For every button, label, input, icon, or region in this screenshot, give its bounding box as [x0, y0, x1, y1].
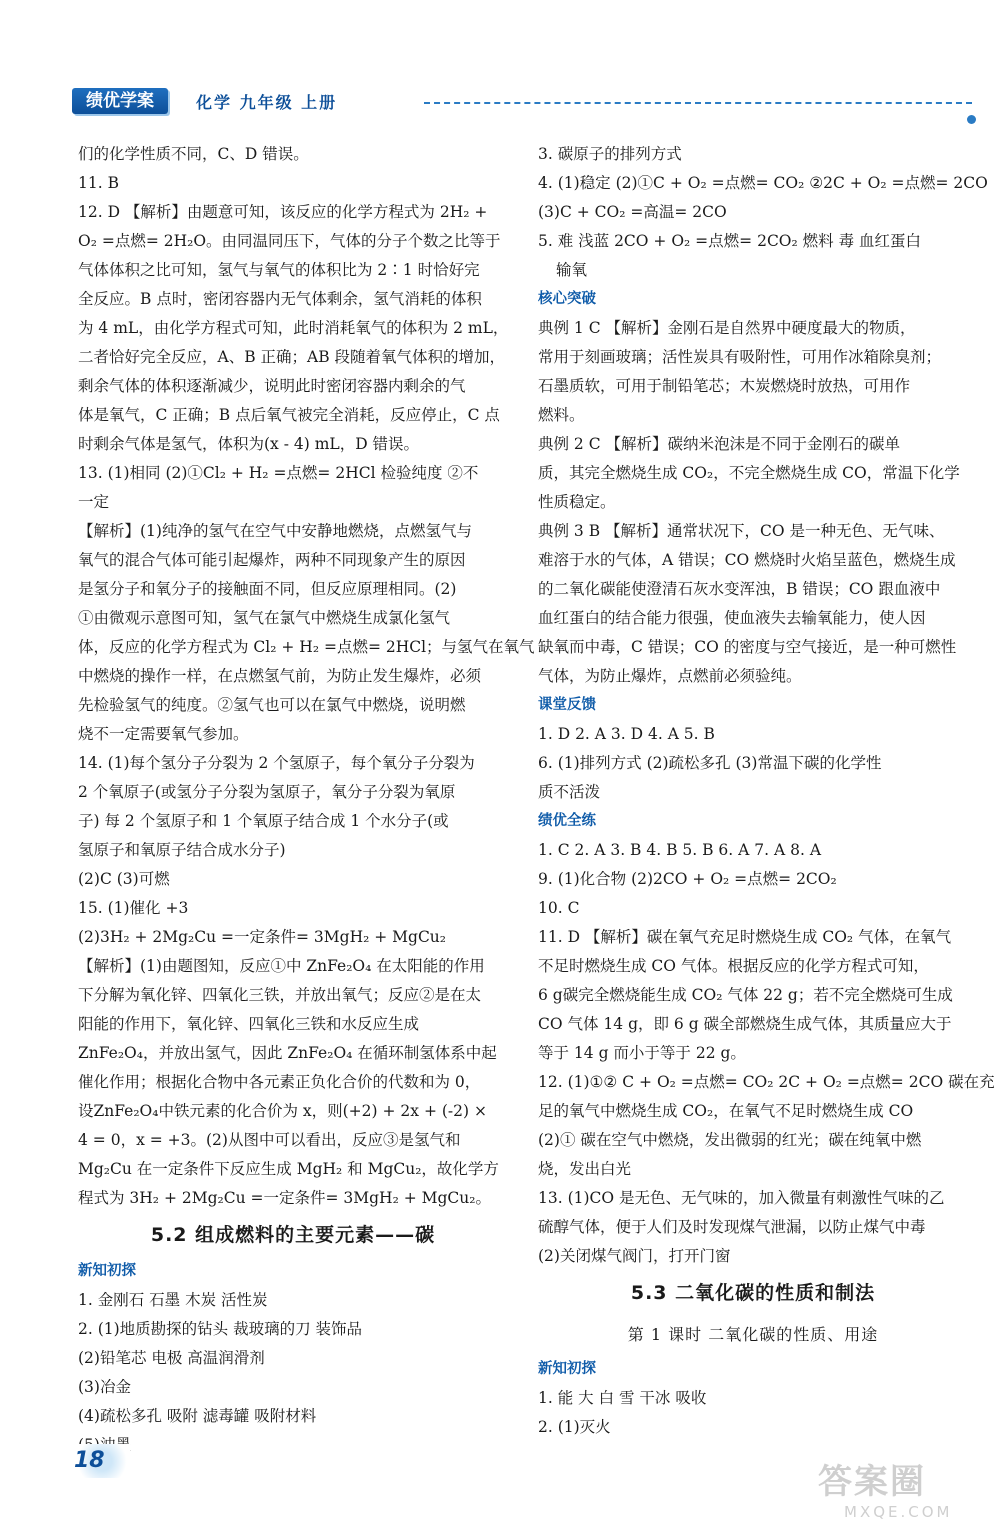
page-header [72, 86, 972, 122]
text-line: 难溶于水的气体，A 错误；CO 燃烧时火焰呈蓝色，燃烧生成 [538, 551, 956, 569]
text-line: 11. B [78, 174, 119, 192]
text-line: 11. D 【解析】碳在氧气充足时燃烧生成 CO₂ 气体，在氧气 [538, 928, 952, 946]
text-line: 气体，为防止爆炸，点燃前必须验纯。 [538, 667, 802, 685]
text-line: 一定 [78, 493, 110, 511]
text-line: 设ZnFe₂O₄中铁元素的化合价为 x，则(+2) + 2x + (-2) × [78, 1102, 487, 1120]
text-line: 体是氧气，C 正确；B 点后氧气被完全消耗，反应停止，C 点 [78, 406, 500, 424]
text-line: 时剩余气体是氢气，体积为(x - 4) mL，D 错误。 [78, 435, 420, 453]
text-line: Mg₂Cu 在一定条件下反应生成 MgH₂ 和 MgCu₂，故化学方 [78, 1160, 499, 1178]
text-line: 阳能的作用下，氧化锌、四氧化三铁和水反应生成 [78, 1015, 420, 1033]
text-line: 烧不一定需要氧气参加。 [78, 725, 249, 743]
text-line: 剩余气体的体积逐渐减少，说明此时密闭容器内剩余的气 [78, 377, 466, 395]
text-line: (3)冶金 [78, 1378, 131, 1396]
text-line: (2)① 碳在空气中燃烧，发出微弱的红光；碳在纯氧中燃 [538, 1131, 922, 1149]
text-line: 烧，发出白光 [538, 1160, 632, 1178]
text-line: 的二氧化碳能使澄清石灰水变浑浊，B 错误；CO 跟血液中 [538, 580, 941, 598]
text-line: 体，反应的化学方程式为 Cl₂ + H₂ =点燃= 2HCl；与氢气在氧气 [78, 638, 535, 656]
text-line: 常用于刻画玻璃；活性炭具有吸附性，可用作冰箱除臭剂； [538, 348, 942, 366]
text-line: 催化作用；根据化合物中各元素正负化合价的代数和为 0， [78, 1073, 481, 1091]
text-line: 是氢分子和氧分子的接触面不同，但反应原理相同。(2) [78, 580, 457, 598]
text-line: 中燃烧的操作一样，在点燃氢气前，为防止发生爆炸，必须 [78, 667, 482, 685]
book-subtitle: 化学 九年级 上册 [196, 93, 338, 112]
text-line: 气体体积之比可知，氢气与氧气的体积比为 2∶1 时恰好完 [78, 261, 480, 279]
text-line: 血红蛋白的结合能力很强，使血液失去输氧能力，使人因 [538, 609, 926, 627]
text-line: 3. 碳原子的排列方式 [538, 145, 682, 163]
text-line: (2)C (3)可燃 [78, 870, 170, 888]
text-line: 全反应。B 点时，密闭容器内无气体剩余，氢气消耗的体积 [78, 290, 482, 308]
text-line: 缺氧而中毒，C 错误；CO 的密度与空气接近，是一种可燃性 [538, 638, 957, 656]
text-line: 下分解为氧化锌、四氧化三铁，并放出氧气；反应②是在太 [78, 986, 482, 1004]
section-label: 新知初探 [538, 1361, 596, 1377]
text-line: 质不活泼 [538, 783, 601, 801]
text-line: 不足时燃烧生成 CO 气体。根据反应的化学方程式可知， [538, 957, 929, 975]
text-line: 典例 2 C 【解析】碳纳米泡沫是不同于金刚石的碳单 [538, 435, 901, 453]
watermark-main: 答案圈 [818, 1462, 926, 1502]
text-line: ①由微观示意图可知，氢气在氯气中燃烧生成氯化氢气 [78, 609, 451, 627]
header-dot-icon [967, 115, 976, 124]
text-line: 性质稳定。 [538, 493, 616, 511]
section-label: 绩优全练 [538, 813, 596, 829]
text-line: 为 4 mL，由化学方程式可知，此时消耗氧气的体积为 2 mL， [78, 319, 509, 337]
section-title: 5.3 二氧化碳的性质和制法 [630, 1282, 876, 1304]
text-line: 10. C [538, 899, 580, 917]
page-number: 18 [74, 1444, 130, 1478]
text-line: 12. (1)①② C + O₂ =点燃= CO₂ 2C + O₂ =点燃= 2CO 碳在充 [538, 1073, 995, 1091]
text-line: 2. (1)地质勘探的钻头 裁玻璃的刀 装饰品 [78, 1320, 363, 1338]
text-line [78, 1431, 508, 1460]
section-label: 课堂反馈 [538, 697, 596, 713]
text-line: 输氧 [556, 261, 588, 279]
text-line: 燃料。 [538, 406, 585, 424]
text-line: 14. (1)每个氢分子分裂为 2 个氢原子，每个氧分子分裂为 [78, 754, 475, 772]
text-line: (4)疏松多孔 吸附 滤毒罐 吸附材料 [78, 1407, 317, 1425]
text-line: 等于 14 g 而小于等于 22 g。 [538, 1044, 746, 1062]
text-line: ZnFe₂O₄，并放出氢气，因此 ZnFe₂O₄ 在循环制氢体系中起 [78, 1044, 497, 1062]
text-line: 们的化学性质不同，C、D 错误。 [78, 145, 309, 163]
text-line: 二者恰好完全反应，A、B 正确；AB 段随着氧气体积的增加， [78, 348, 506, 366]
text-line: 15. (1)催化 +3 [78, 899, 189, 917]
text-line: 子) 每 2 个氢原子和 1 个氧原子结合成 1 个水分子(或 [78, 812, 449, 830]
text-line: 12. D 【解析】由题意可知，该反应的化学方程式为 2H₂ + [78, 203, 488, 221]
right-column [538, 140, 995, 1442]
text-line: (2)关闭煤气阀门，打开门窗 [538, 1247, 731, 1265]
text-line: (2)3H₂ + 2Mg₂Cu =一定条件= 3MgH₂ + MgCu₂ [78, 928, 447, 946]
text-line: 1. D 2. A 3. D 4. A 5. B [538, 725, 715, 743]
text-line: 足的氧气中燃烧生成 CO₂，在氧气不足时燃烧生成 CO [538, 1102, 914, 1120]
text-line: 石墨质软，可用于制铅笔芯；木炭燃烧时放热，可用作 [538, 377, 911, 395]
text-line: 质，其完全燃烧生成 CO₂，不完全燃烧生成 CO，常温下化学 [538, 464, 960, 482]
lesson-title: 第 1 课时 二氧化碳的性质、用途 [627, 1325, 879, 1344]
text-line: 程式为 3H₂ + 2Mg₂Cu =一定条件= 3MgH₂ + MgCu₂。 [78, 1189, 491, 1207]
text-line: 9. (1)化合物 (2)2CO + O₂ =点燃= 2CO₂ [538, 870, 837, 888]
watermark-logo [818, 1462, 986, 1528]
section-title: 5.2 组成燃料的主要元素——碳 [150, 1224, 436, 1246]
brand-logo: 绩优学案 [72, 88, 168, 114]
text-line: 【解析】(1)由题图知，反应①中 ZnFe₂O₄ 在太阳能的作用 [78, 957, 485, 975]
text-line: 2 个氧原子(或氢分子分裂为氢原子，氧分子分裂为氧原 [78, 783, 456, 801]
text-line: 典例 3 B 【解析】通常状况下，CO 是一种无色、无气味、 [538, 522, 945, 540]
text-line: 6 g碳完全燃烧能生成 CO₂ 气体 22 g；若不完全燃烧可生成 [538, 986, 953, 1004]
text-line: 【解析】(1)纯净的氢气在空气中安静地燃烧，点燃氢气与 [78, 522, 472, 540]
text-line: 典例 1 C 【解析】金刚石是自然界中硬度最大的物质， [538, 319, 916, 337]
text-line: 硫醇气体，便于人们及时发现煤气泄漏，以防止煤气中毒 [538, 1218, 926, 1236]
text-line: 6. (1)排列方式 (2)疏松多孔 (3)常温下碳的化学性 [538, 754, 882, 772]
text-line: CO 气体 14 g，即 6 g 碳全部燃烧生成气体，其质量应大于 [538, 1015, 952, 1033]
text-line: O₂ =点燃= 2H₂O。由同温同压下，气体的分子个数之比等于 [78, 232, 501, 250]
text-line: (2)铅笔芯 电极 高温润滑剂 [78, 1349, 265, 1367]
text-line: 2. (1)灭火 [538, 1418, 611, 1436]
text-line: 5. 难 浅蓝 2CO + O₂ =点燃= 2CO₂ 燃料 毒 血红蛋白 [538, 232, 922, 250]
text-line: 1. 能 大 白 雪 干冰 吸收 [538, 1389, 707, 1407]
watermark-sub: MXQE.COM [844, 1503, 953, 1521]
text-line: 1. 金刚石 石墨 木炭 活性炭 [78, 1291, 268, 1309]
text-line: 13. (1)相同 (2)①Cl₂ + H₂ =点燃= 2HCl 检验纯度 ②不 [78, 464, 479, 482]
section-label: 新知初探 [78, 1263, 136, 1279]
section-label: 核心突破 [538, 291, 596, 307]
header-divider [424, 102, 972, 104]
text-line: (3)C + CO₂ =高温= 2CO [538, 203, 727, 221]
text-line: 13. (1)CO 是无色、无气味的，加入微量有刺激性气味的乙 [538, 1189, 945, 1207]
left-column [78, 140, 535, 1460]
text-line: 氧气的混合气体可能引起爆炸，两种不同现象产生的原因 [78, 551, 466, 569]
text-line: 4 = 0，x = +3。(2)从图中可以看出，反应③是氢气和 [78, 1131, 461, 1149]
text-line: 氢原子和氧原子结合成水分子) [78, 841, 286, 859]
text-line: 1. C 2. A 3. B 4. B 5. B 6. A 7. A 8. A [538, 841, 822, 859]
text-line: 4. (1)稳定 (2)①C + O₂ =点燃= CO₂ ②2C + O₂ =点燃= 2CO [538, 174, 988, 192]
text-line: 先检验氢气的纯度。②氢气也可以在氯气中燃烧，说明燃 [78, 696, 466, 714]
